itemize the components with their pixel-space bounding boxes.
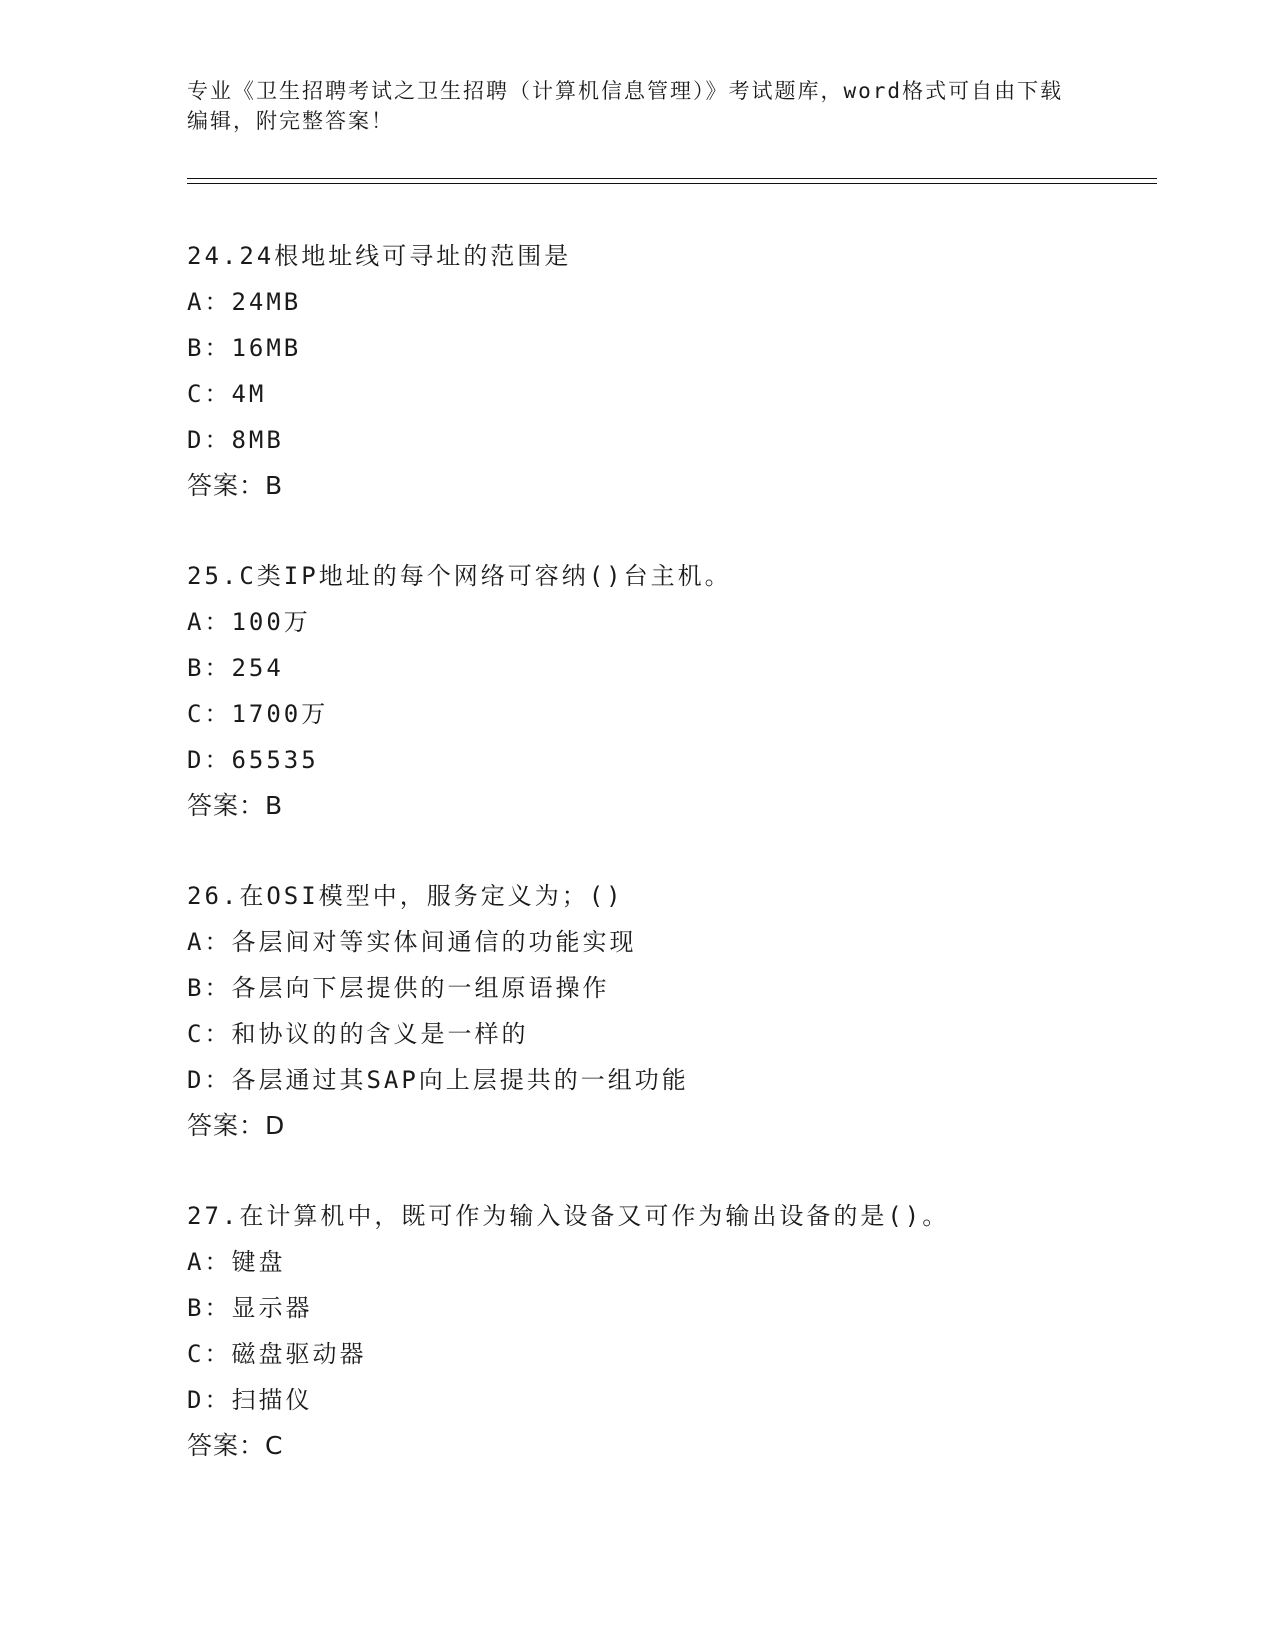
answer: 答案：D	[187, 1111, 286, 1140]
option-a: A：键盘	[187, 1248, 286, 1276]
option-d: D：扫描仪	[187, 1386, 313, 1414]
option-a: A：24MB	[187, 288, 302, 316]
question-24	[187, 233, 1137, 509]
answer: 答案：C	[187, 1431, 284, 1460]
question-title: 24.24根地址线可寻址的范围是	[187, 242, 572, 270]
option-b: B：16MB	[187, 334, 302, 362]
answer: 答案：B	[187, 471, 284, 500]
option-c: C：1700万	[187, 700, 329, 728]
question-title: 26.在OSI模型中，服务定义为；()	[187, 882, 624, 910]
option-a: A：各层间对等实体间通信的功能实现	[187, 928, 637, 956]
option-d: D：65535	[187, 746, 319, 774]
option-a: A：100万	[187, 608, 311, 636]
option-b: B：显示器	[187, 1294, 313, 1322]
option-d: D：各层通过其SAP向上层提共的一组功能	[187, 1066, 689, 1094]
option-c: C：磁盘驱动器	[187, 1340, 367, 1368]
question-title: 27.在计算机中，既可作为输入设备又可作为输出设备的是()。	[187, 1202, 950, 1230]
option-b: B：254	[187, 654, 284, 682]
header-divider-bottom	[187, 183, 1157, 184]
option-d: D：8MB	[187, 426, 284, 454]
header-divider-top	[187, 178, 1157, 179]
question-27	[187, 1193, 1137, 1469]
answer: 答案：B	[187, 791, 284, 820]
question-title: 25.C类IP地址的每个网络可容纳()台主机。	[187, 562, 732, 590]
document-header: 专业《卫生招聘考试之卫生招聘（计算机信息管理）》考试题库，word格式可自由下载编辑，附完整答案！	[187, 79, 1064, 133]
option-c: C：4M	[187, 380, 267, 408]
option-b: B：各层向下层提供的一组原语操作	[187, 974, 610, 1002]
question-26	[187, 873, 1137, 1149]
question-25	[187, 553, 1137, 829]
option-c: C：和协议的的含义是一样的	[187, 1020, 529, 1048]
